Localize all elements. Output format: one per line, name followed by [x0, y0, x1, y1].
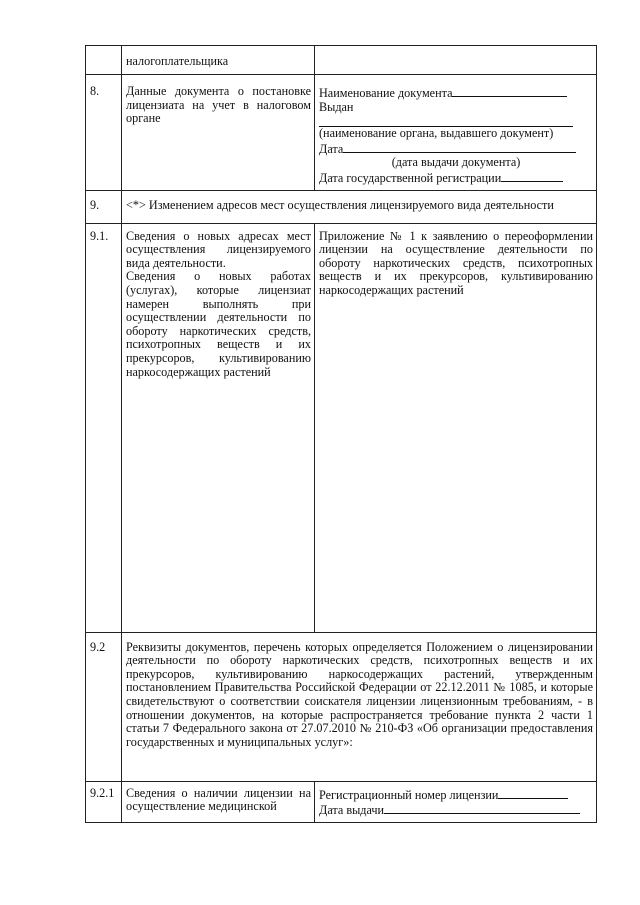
row-number: 9. — [86, 190, 122, 223]
row-number: 9.2 — [86, 632, 122, 781]
row-number: 8. — [86, 75, 122, 191]
license-number-blank — [498, 787, 568, 799]
date-caption: (дата выдачи документа) — [391, 155, 521, 170]
new-services-text: Сведения о новых работах (услугах), которые лицензиат намерен выполнять при осуществлении деятельности по обороту наркотических средств, психотропных веществ и их прекурсоров, культивированию наркосодержащих растений — [126, 269, 311, 379]
issue-date-blank — [384, 802, 580, 814]
document-name-blank — [452, 85, 567, 97]
row-value — [315, 75, 597, 191]
appendix-reference: Приложение № 1 к заявлению о переоформлении лицензии на осуществление деятельности по обороту наркотических средств, психотропных веществ и их прекурсоров, культивированию наркосодержащих растений — [315, 223, 597, 632]
section-heading: <*> Изменением адресов мест осуществления лицензируемого вида деятельности — [122, 190, 597, 223]
document-name-label: Наименование документа — [319, 86, 453, 100]
row-label: налогоплательщика — [122, 46, 315, 75]
row-value — [315, 781, 597, 822]
row-number: 9.2.1 — [86, 781, 122, 822]
table-row — [86, 75, 597, 191]
registration-date-blank — [501, 170, 563, 182]
row-label — [122, 223, 315, 632]
registration-date-label: Дата государственной регистрации — [319, 170, 502, 185]
row-value — [315, 46, 597, 75]
table-row — [86, 632, 597, 781]
issue-date-label: Дата выдачи — [319, 803, 385, 818]
row-label: Данные документа о постановке лицензиата на учет в налоговом органе — [122, 75, 315, 191]
date-blank — [343, 141, 576, 153]
issued-by-label: Выдан — [319, 99, 354, 114]
table-row — [86, 781, 597, 822]
row-label: Сведения о наличии лицензии на осуществление медицинской — [122, 781, 315, 822]
table-row — [86, 46, 597, 75]
new-addresses-text: Сведения о новых адресах мест осуществления лицензируемого вида деятельности. — [126, 228, 311, 270]
row-number — [86, 46, 122, 75]
row-number: 9.1. — [86, 223, 122, 632]
license-number-label: Регистрационный номер лицензии — [319, 787, 499, 802]
table-row — [86, 223, 597, 632]
date-label: Дата — [319, 141, 344, 156]
requisites-text: Реквизиты документов, перечень которых определяется Положением о лицензировании деятельности по обороту наркотических средств, психотропных веществ и их прекурсоров, культивированию наркосодержащих растений, утвержденным постановлением Правительства Российской Федерации от 22.12.2011 № 1085, и которые свидетельствуют о соответствии соискателя лицензии лицензионным требованиям, - в отношении документов, на которые распространяется требование пункта 2 части 1 статьи 7 Федерального закона от 27.07.2010 № 210-ФЗ «Об организации предоставления государственных и муниципальных услуг»: — [122, 632, 597, 781]
table-row — [86, 190, 597, 223]
form-table — [85, 45, 597, 823]
issuer-caption: (наименование органа, выдавшего документ) — [319, 126, 554, 141]
